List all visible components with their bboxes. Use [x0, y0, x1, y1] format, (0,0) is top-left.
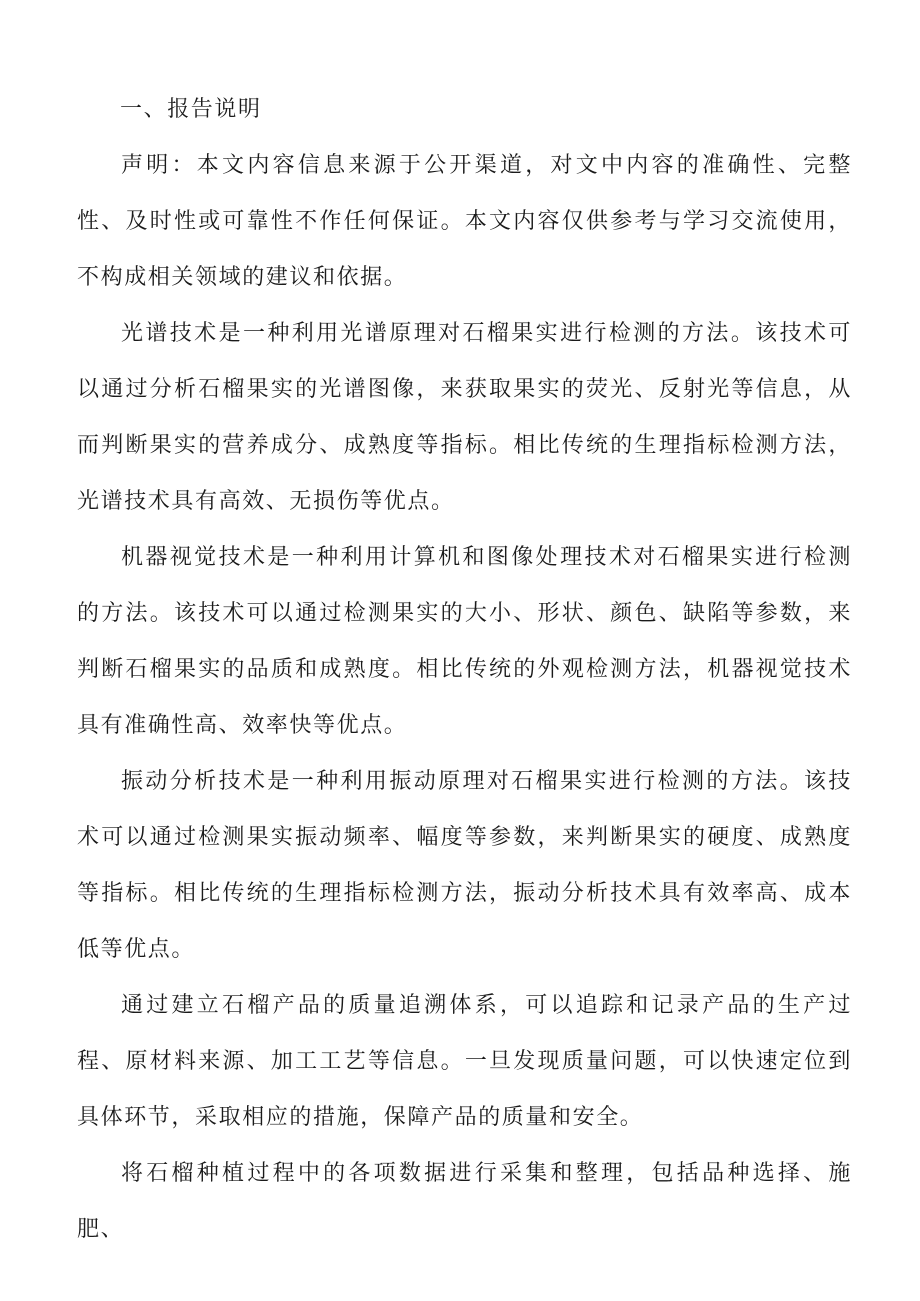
paragraph-machine-vision: 机器视觉技术是一种利用计算机和图像处理技术对石榴果实进行检测的方法。该技术可以通过检测果实的大小、形状、颜色、缺陷等参数，来判断石榴果实的品质和成熟度。相比传统的外观检测方法，机器视觉技术具有准确性高、效率快等优点。	[77, 545, 852, 738]
paragraph-vibration-analysis: 振动分析技术是一种利用振动原理对石榴果实进行检测的方法。该技术可以通过检测果实振动频率、幅度等参数，来判断果实的硬度、成熟度等指标。相比传统的生理指标检测方法，振动分析技术具有效率高、成本低等优点。	[77, 769, 852, 962]
paragraph-disclaimer: 声明：本文内容信息来源于公开渠道，对文中内容的准确性、完整性、及时性或可靠性不作任何保证。本文内容仅供参考与学习交流使用，不构成相关领域的建议和依据。	[77, 153, 852, 290]
paragraph-spectral-technology: 光谱技术是一种利用光谱原理对石榴果实进行检测的方法。该技术可以通过分析石榴果实的光谱图像，来获取果实的荧光、反射光等信息，从而判断果实的营养成分、成熟度等指标。相比传统的生理指标检测方法，光谱技术具有高效、无损伤等优点。	[77, 321, 852, 514]
paragraph-traceability: 通过建立石榴产品的质量追溯体系，可以追踪和记录产品的生产过程、原材料来源、加工工艺等信息。一旦发现质量问题，可以快速定位到具体环节，采取相应的措施，保障产品的质量和安全。	[77, 993, 852, 1130]
paragraph-data-collection: 将石榴种植过程中的各项数据进行采集和整理，包括品种选择、施肥、	[77, 1161, 852, 1242]
section-heading: 一、报告说明	[120, 97, 262, 122]
